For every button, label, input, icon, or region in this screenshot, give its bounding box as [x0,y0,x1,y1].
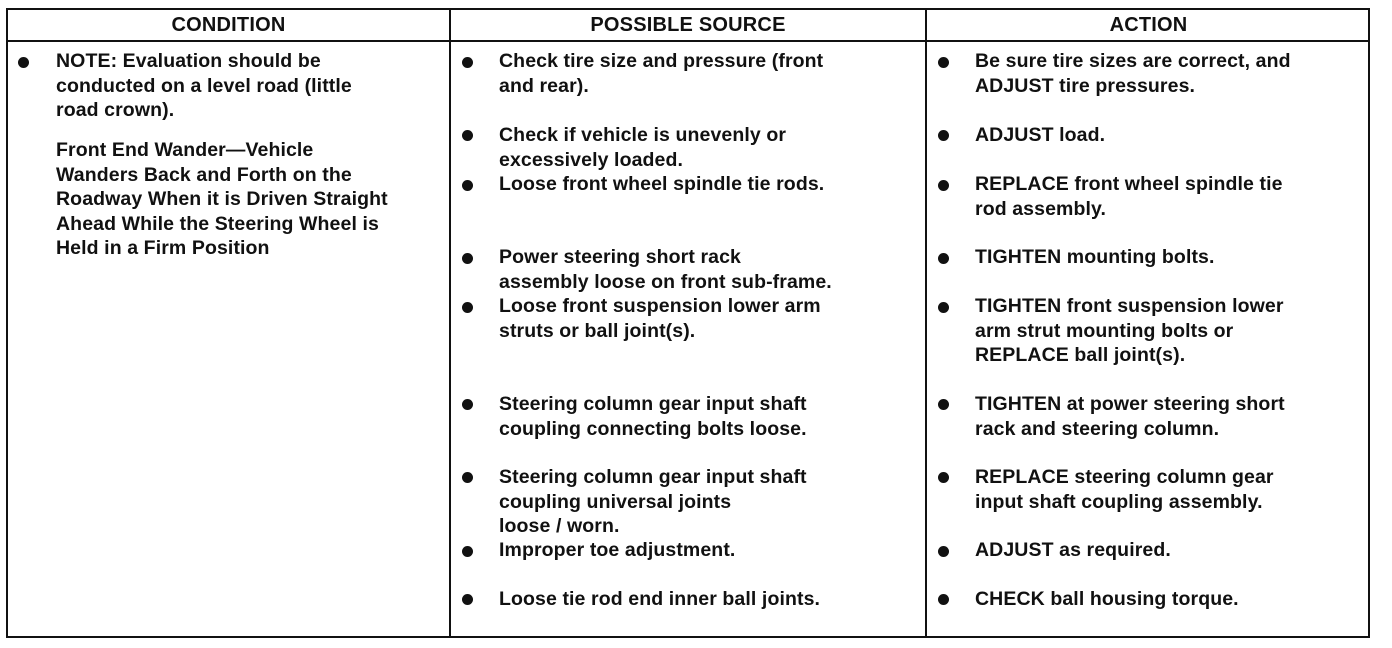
action-item: TIGHTEN at power steering short rack and steering column. [975,393,1285,440]
header-divider [8,40,1368,42]
source-item: Steering column gear input shaft coupling connecting bolts loose. [499,393,807,440]
source-item: Improper toe adjustment. [499,539,736,561]
header-action: ACTION [1109,14,1188,36]
condition-description: Front End Wander—Vehicle Wanders Back and Forth on the Roadway When it is Driven Straight Ahead While the Steering Wheel is Held in a Firm Position [56,139,388,259]
source-item: Loose tie rod end inner ball joints. [499,588,821,610]
bullet-icon [938,57,949,68]
bullet-icon [938,472,949,483]
action-item: REPLACE steering column gear input shaft coupling assembly. [975,466,1274,513]
bullet-icon [938,594,949,605]
condition-note: NOTE: Evaluation should be conducted on a level road (little road crown). [56,50,352,121]
bullet-icon [462,472,473,483]
bullet-icon [938,546,949,557]
bullet-icon [462,546,473,557]
source-item: Loose front wheel spindle tie rods. [499,173,825,195]
action-item: REPLACE front wheel spindle tie rod assembly. [975,173,1283,220]
bullet-icon [18,57,29,68]
source-item: Power steering short rack assembly loose on front sub-frame. [499,246,832,293]
bullet-icon [462,253,473,264]
bullet-icon [462,57,473,68]
bullet-icon [938,399,949,410]
header-condition: CONDITION [171,14,286,36]
column-divider [449,10,451,636]
action-item: TIGHTEN mounting bolts. [975,246,1215,268]
column-divider [925,10,927,636]
bullet-icon [462,130,473,141]
source-item: Check tire size and pressure (front and rear). [499,50,824,97]
bullet-icon [462,180,473,191]
action-item: CHECK ball housing torque. [975,588,1239,610]
source-item: Steering column gear input shaft coupling universal joints loose / worn. [499,466,807,537]
action-item: TIGHTEN front suspension lower arm strut mounting bolts or REPLACE ball joint(s). [975,295,1284,366]
bullet-icon [938,180,949,191]
bullet-icon [462,594,473,605]
bullet-icon [462,399,473,410]
diagnosis-table [6,8,1370,638]
source-item: Loose front suspension lower arm struts or ball joint(s). [499,295,821,342]
action-item: ADJUST as required. [975,539,1171,561]
bullet-icon [938,302,949,313]
source-item: Check if vehicle is unevenly or excessively loaded. [499,124,787,171]
bullet-icon [462,302,473,313]
bullet-icon [938,130,949,141]
action-item: Be sure tire sizes are correct, and ADJUST tire pressures. [975,50,1291,97]
bullet-icon [938,253,949,264]
header-possible-source: POSSIBLE SOURCE [590,14,786,36]
action-item: ADJUST load. [975,124,1106,146]
